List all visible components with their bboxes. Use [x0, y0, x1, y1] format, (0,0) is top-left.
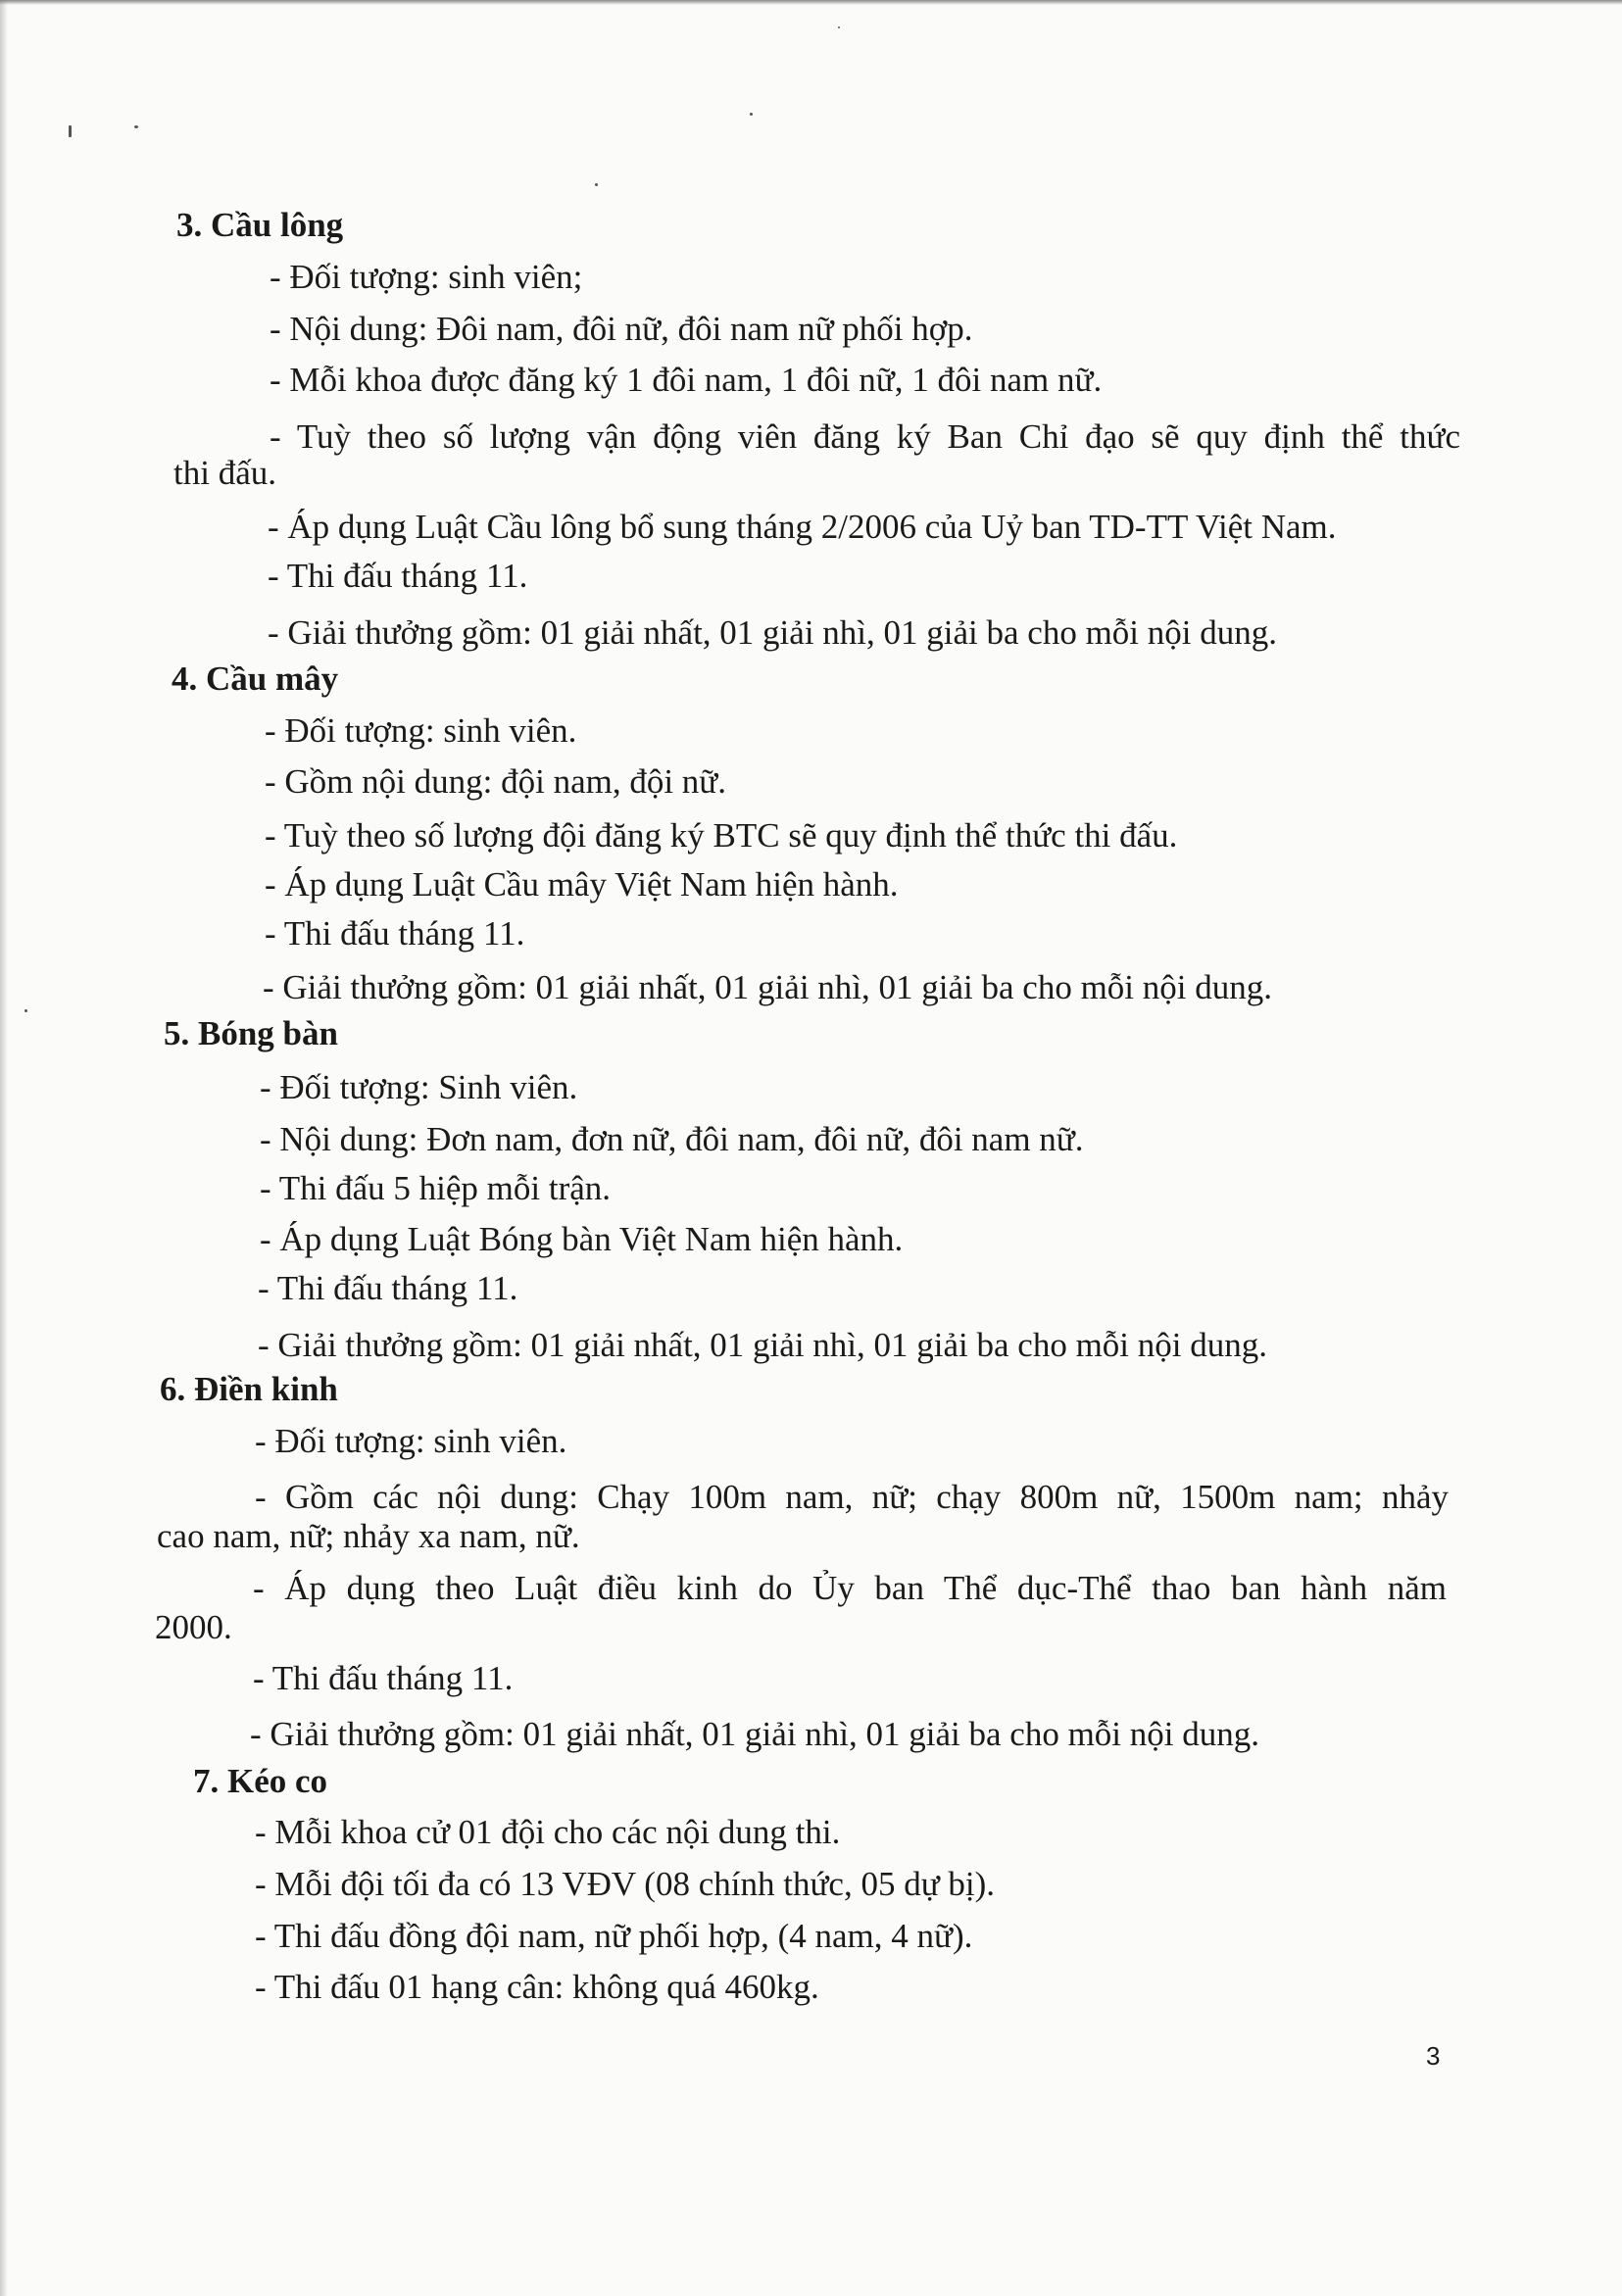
section-heading-dien-kinh: 6. Điền kinh — [160, 1370, 338, 1408]
section-heading-cau-may: 4. Cầu mây — [172, 659, 339, 698]
list-item: - Gồm các nội dung: Chạy 100m nam, nữ; chạy 800m nữ, 1500m nam; nhảy — [255, 1478, 1449, 1516]
list-item: - Thi đấu tháng 11. — [268, 557, 528, 595]
section-heading-keo-co: 7. Kéo co — [193, 1762, 328, 1800]
list-item: - Thi đấu tháng 11. — [258, 1269, 518, 1307]
scan-speck — [838, 26, 840, 28]
list-item: - Đối tượng: sinh viên. — [255, 1422, 567, 1460]
list-item: - Tuỳ theo số lượng vận động viên đăng ký Ban Chỉ đạo sẽ quy định thể thức — [270, 417, 1460, 456]
list-item: - Áp dụng Luật Cầu lông bổ sung tháng 2/2006 của Uỷ ban TD-TT Việt Nam. — [268, 508, 1337, 546]
page-number: 3 — [1426, 2041, 1441, 2071]
list-item: - Tuỳ theo số lượng đội đăng ký BTC sẽ quy định thể thức thi đấu. — [265, 816, 1178, 855]
list-item-continuation: 2000. — [155, 1608, 232, 1646]
section-heading-cau-long: 3. Cầu lông — [176, 206, 344, 244]
list-item: - Gồm nội dung: đội nam, đội nữ. — [265, 762, 727, 801]
list-item: - Giải thưởng gồm: 01 giải nhất, 01 giải nhì, 01 giải ba cho mỗi nội dung. — [258, 1326, 1267, 1364]
scan-left-edge — [0, 0, 8, 2296]
list-item: - Giải thưởng gồm: 01 giải nhất, 01 giải nhì, 01 giải ba cho mỗi nội dung. — [268, 613, 1277, 652]
section-heading-bong-ban: 5. Bóng bàn — [164, 1014, 338, 1052]
list-item-continuation: cao nam, nữ; nhảy xa nam, nữ. — [157, 1517, 580, 1555]
list-item: - Thi đấu 5 hiệp mỗi trận. — [260, 1169, 612, 1207]
list-item: - Đối tượng: sinh viên. — [265, 711, 577, 750]
scan-speck — [750, 113, 753, 116]
list-item: - Thi đấu 01 hạng cân: không quá 460kg. — [255, 1968, 819, 2006]
list-item: - Nội dung: Đôi nam, đôi nữ, đôi nam nữ phối hợp. — [270, 310, 973, 348]
list-item: - Giải thưởng gồm: 01 giải nhất, 01 giải nhì, 01 giải ba cho mỗi nội dung. — [263, 968, 1272, 1006]
scan-speck — [25, 1009, 27, 1012]
list-item-continuation: thi đấu. — [173, 454, 276, 492]
list-item: - Thi đấu đồng đội nam, nữ phối hợp, (4 nam, 4 nữ). — [255, 1917, 973, 1955]
scan-speck — [595, 183, 598, 186]
list-item: - Mỗi đội tối đa có 13 VĐV (08 chính thức, 05 dự bị). — [255, 1865, 996, 1903]
list-item: - Áp dụng Luật Cầu mây Việt Nam hiện hành. — [265, 865, 899, 904]
list-item: - Áp dụng theo Luật điều kinh do Ủy ban Thể dục-Thể thao ban hành năm — [253, 1569, 1447, 1607]
list-item: - Nội dung: Đơn nam, đơn nữ, đôi nam, đôi nữ, đôi nam nữ. — [260, 1120, 1084, 1158]
list-item: - Áp dụng Luật Bóng bàn Việt Nam hiện hành. — [260, 1220, 904, 1258]
list-item: - Thi đấu tháng 11. — [253, 1659, 514, 1697]
list-item: - Đối tượng: Sinh viên. — [260, 1068, 578, 1106]
scan-top-edge — [0, 0, 1622, 5]
list-item: - Thi đấu tháng 11. — [265, 914, 525, 953]
list-item: - Mỗi khoa được đăng ký 1 đôi nam, 1 đôi nữ, 1 đôi nam nữ. — [270, 361, 1103, 399]
list-item: - Mỗi khoa cử 01 đội cho các nội dung thi. — [255, 1813, 841, 1851]
list-item: - Đối tượng: sinh viên; — [270, 258, 583, 296]
list-item: - Giải thưởng gồm: 01 giải nhất, 01 giải nhì, 01 giải ba cho mỗi nội dung. — [250, 1715, 1259, 1753]
scan-speck — [69, 125, 72, 137]
scan-speck — [134, 125, 138, 128]
